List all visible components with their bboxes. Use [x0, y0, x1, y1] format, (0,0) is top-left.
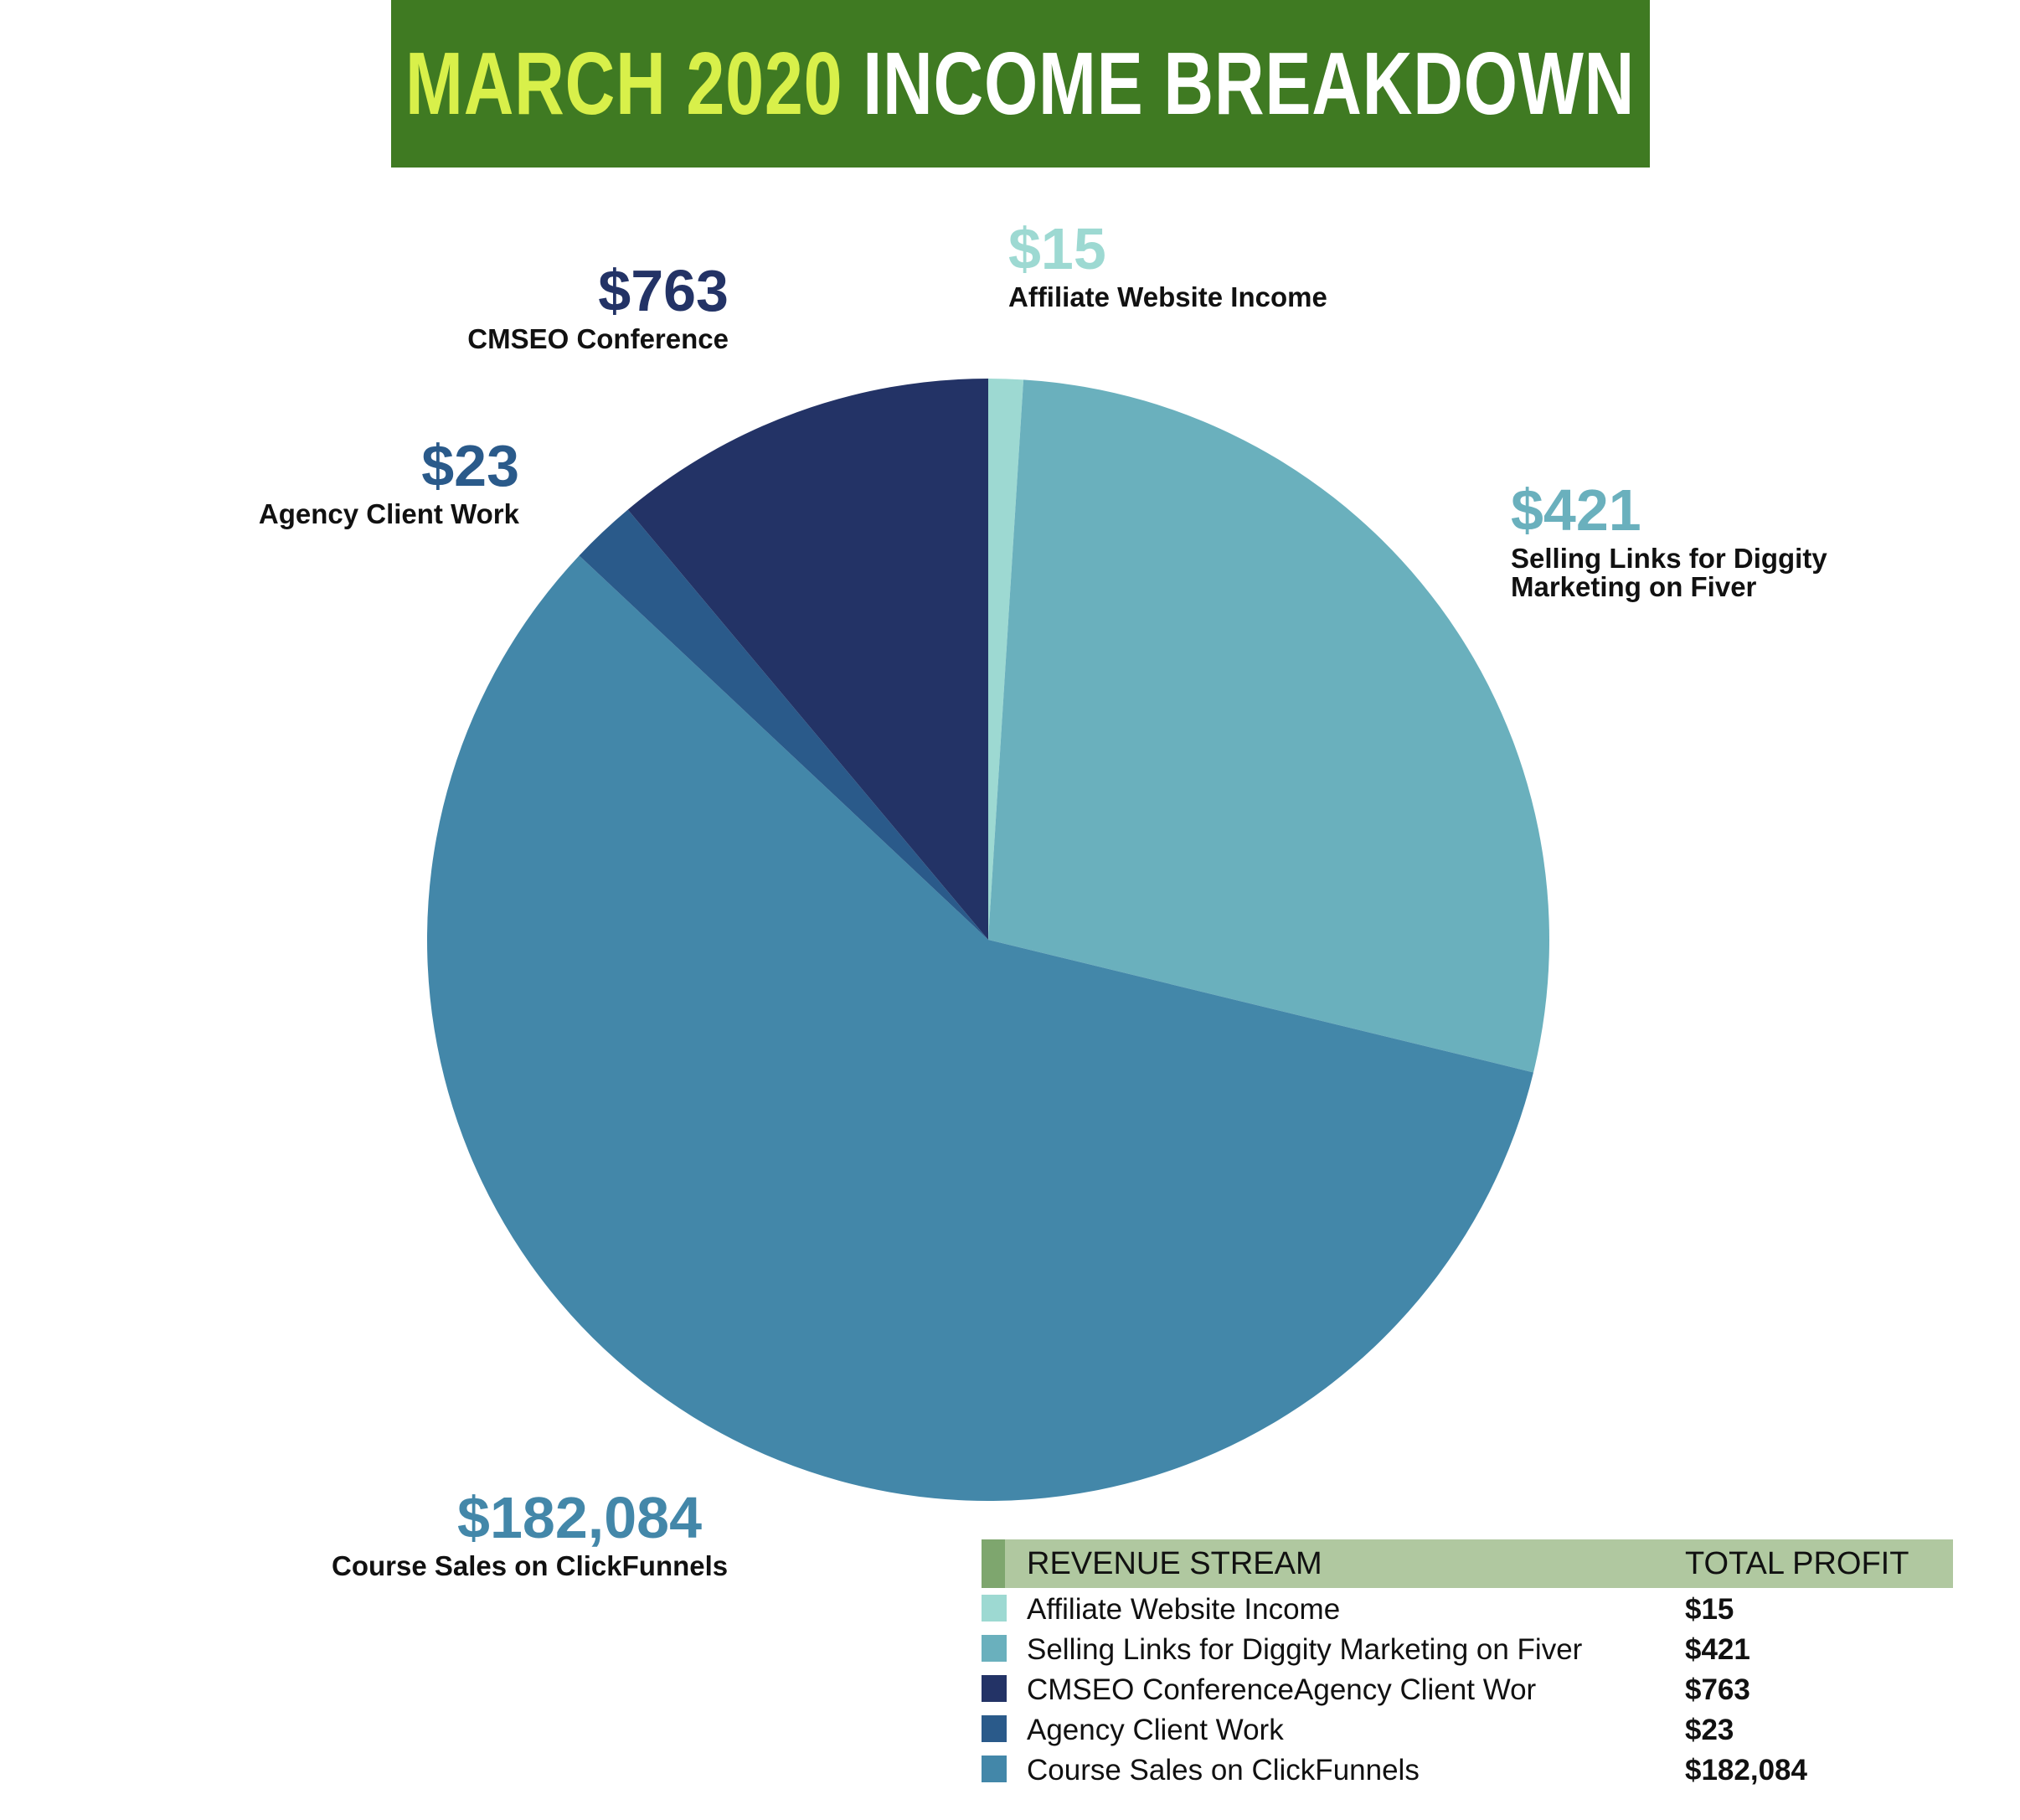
legend-header-accent — [982, 1539, 1005, 1588]
legend-row-name: Affiliate Website Income — [1027, 1593, 1341, 1626]
legend-row-name: Course Sales on ClickFunnels — [1027, 1754, 1420, 1786]
legend-row — [982, 1749, 1953, 1789]
legend-header-stream: REVENUE STREAM — [1027, 1546, 1322, 1581]
legend-header-profit: TOTAL PROFIT — [1685, 1546, 1909, 1581]
label-affiliate-value: $15 — [1008, 216, 1106, 281]
legend-table — [982, 1539, 1953, 1789]
label-clickfunnels-value: $182,084 — [457, 1485, 702, 1550]
label-fiver-value: $421 — [1511, 477, 1641, 543]
legend-row-value: $763 — [1685, 1673, 1750, 1706]
title-date: MARCH 2020 — [405, 34, 843, 133]
label-clickfunnels-name: Course Sales on ClickFunnels — [332, 1550, 729, 1581]
label-fiver — [1511, 477, 1827, 603]
label-cmseo-value: $763 — [598, 258, 729, 323]
legend-swatch — [982, 1595, 1007, 1622]
legend-swatch — [982, 1675, 1007, 1702]
label-fiver-name-line2: Marketing on Fiver — [1511, 571, 1757, 602]
legend-row — [982, 1709, 1953, 1749]
legend-row — [982, 1668, 1953, 1709]
legend-row-value: $182,084 — [1685, 1754, 1807, 1786]
label-fiver-name-line1: Selling Links for Diggity — [1511, 543, 1827, 574]
legend-row-name: Selling Links for Diggity Marketing on Fiver — [1027, 1633, 1583, 1666]
legend-swatch — [982, 1635, 1007, 1662]
legend-header — [982, 1539, 1953, 1588]
label-agency — [234, 433, 519, 530]
legend-swatch — [982, 1715, 1007, 1742]
legend-swatch — [982, 1756, 1007, 1782]
label-cmseo — [435, 258, 729, 355]
label-affiliate — [1008, 216, 1327, 313]
label-agency-name: Agency Client Work — [258, 498, 519, 529]
legend-row-value: $23 — [1685, 1714, 1734, 1746]
legend-row-name: Agency Client Work — [1027, 1714, 1284, 1746]
legend-row-name: CMSEO ConferenceAgency Client Wor — [1027, 1673, 1537, 1706]
title-text: INCOME BREAKDOWN — [863, 34, 1636, 133]
label-clickfunnels — [332, 1485, 729, 1582]
legend-row-value: $421 — [1685, 1633, 1750, 1666]
label-affiliate-name: Affiliate Website Income — [1008, 281, 1327, 312]
label-cmseo-name: CMSEO Conference — [467, 323, 729, 354]
legend-row — [982, 1588, 1953, 1628]
legend-row-value: $15 — [1685, 1593, 1734, 1626]
legend-row — [982, 1628, 1953, 1668]
label-agency-value: $23 — [421, 433, 519, 498]
